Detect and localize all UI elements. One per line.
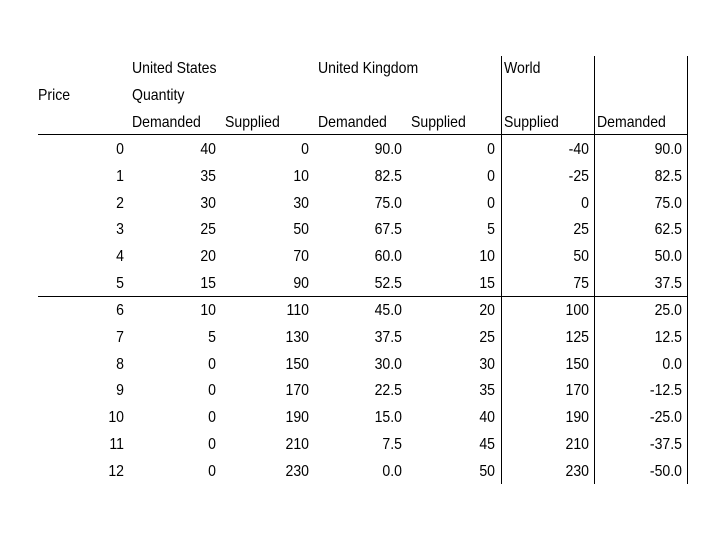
- world-demanded-cell: 12.5: [654, 328, 682, 346]
- world-demanded-cell: 82.5: [654, 167, 682, 185]
- uk-supplied-cell: 5: [487, 221, 495, 239]
- price-cell: 9: [116, 382, 124, 400]
- us-supplied-cell: 170: [285, 382, 309, 400]
- us-supplied-cell: 230: [285, 462, 309, 480]
- us-demanded-cell: 0: [208, 462, 216, 480]
- uk-demanded-cell: 30.0: [374, 355, 402, 373]
- world-demanded-cell: -50.0: [649, 462, 682, 480]
- world-demanded-cell: 90.0: [654, 141, 682, 158]
- uk-supplied-cell: 20: [479, 301, 495, 319]
- uk-demanded-cell: 67.5: [374, 221, 402, 239]
- us-supplied-cell: 10: [293, 167, 309, 185]
- price-cell: 8: [116, 355, 124, 373]
- world-demanded-cell: 62.5: [654, 221, 682, 239]
- price-cell: 3: [116, 221, 124, 239]
- world-supplied-cell: 125: [565, 328, 589, 346]
- us-header: United States: [132, 60, 217, 77]
- uk-demanded-cell: 7.5: [382, 436, 402, 454]
- world-supplied-cell: 0: [581, 194, 589, 212]
- price-cell: 5: [116, 275, 124, 293]
- price-cell: 1: [116, 167, 124, 185]
- us-supplied-cell: 210: [285, 436, 309, 454]
- us-demanded-cell: 35: [200, 167, 216, 185]
- uk-demanded-cell: 45.0: [374, 301, 402, 319]
- uk-supplied-cell: 45: [479, 436, 495, 454]
- us-demanded-cell: 15: [200, 275, 216, 293]
- uk-demanded-cell: 90.0: [374, 141, 402, 158]
- world-supplied-cell: -40: [568, 141, 589, 158]
- price-cell: 2: [116, 194, 124, 212]
- world-demanded-divider: [594, 56, 595, 484]
- uk-demanded-cell: 60.0: [374, 248, 402, 266]
- us-demanded-cell: 10: [200, 301, 216, 319]
- world-supplied-cell: -25: [568, 167, 589, 185]
- us-supplied-cell: 150: [285, 355, 309, 373]
- uk-demanded-cell: 75.0: [374, 194, 402, 212]
- uk-supplied-cell: 25: [479, 328, 495, 346]
- us-supplied-cell: 90: [293, 275, 309, 293]
- uk-supplied-cell: 0: [487, 141, 495, 158]
- uk-supplied-cell: 30: [479, 355, 495, 373]
- world-demanded-cell: -25.0: [649, 409, 682, 427]
- world-demanded-cell: 37.5: [654, 275, 682, 293]
- price-cell: 11: [109, 436, 124, 454]
- uk-demanded-cell: 37.5: [374, 328, 402, 346]
- uk-supplied-cell: 10: [479, 248, 495, 266]
- uk-supplied-cell: 50: [479, 462, 495, 480]
- us-supplied-cell: 190: [285, 409, 309, 427]
- world-demanded-cell: 25.0: [654, 301, 682, 319]
- uk-demanded-cell: 52.5: [374, 275, 402, 293]
- world-demanded-cell: 50.0: [654, 248, 682, 266]
- world-header: World: [504, 60, 541, 77]
- uk-supplied-cell: 0: [487, 167, 495, 185]
- us-demanded-cell: 30: [200, 194, 216, 212]
- us-demanded-cell: 20: [200, 248, 216, 266]
- header-divider: [38, 134, 688, 135]
- us-demanded-cell: 5: [208, 328, 216, 346]
- world-supplied-header: Supplied: [504, 114, 559, 131]
- world-supplied-cell: 50: [573, 248, 589, 266]
- us-supplied-cell: 130: [285, 328, 309, 346]
- us-supplied-cell: 30: [293, 194, 309, 212]
- world-supplied-cell: 150: [565, 355, 589, 373]
- uk-supplied-cell: 0: [487, 194, 495, 212]
- world-supplied-cell: 75: [573, 275, 589, 293]
- uk-demanded-cell: 22.5: [374, 382, 402, 400]
- world-demanded-cell: -12.5: [649, 382, 682, 400]
- uk-supplied-cell: 35: [479, 382, 495, 400]
- world-supplied-cell: 230: [565, 462, 589, 480]
- us-supplied-cell: 50: [293, 221, 309, 239]
- world-supplied-cell: 210: [565, 436, 589, 454]
- price-cell: 12: [108, 462, 124, 480]
- world-supplied-cell: 100: [565, 301, 589, 319]
- price-cell: 10: [108, 409, 124, 427]
- uk-demanded-header: Demanded: [318, 114, 387, 131]
- us-demanded-cell: 0: [208, 355, 216, 373]
- uk-supplied-header: Supplied: [411, 114, 466, 131]
- price-cell: 4: [116, 248, 124, 266]
- uk-demanded-cell: 82.5: [374, 167, 402, 185]
- price-cell: 7: [116, 328, 124, 346]
- table-right-border: [687, 56, 688, 484]
- world-demanded-cell: 0.0: [662, 355, 682, 373]
- us-demanded-cell: 40: [200, 141, 216, 158]
- us-demanded-cell: 0: [208, 382, 216, 400]
- uk-header: United Kingdom: [318, 60, 419, 77]
- world-supplied-cell: 25: [573, 221, 589, 239]
- uk-demanded-cell: 15.0: [374, 409, 402, 427]
- price-cell: 0: [116, 141, 124, 158]
- us-supplied-cell: 110: [286, 301, 309, 319]
- uk-supplied-cell: 40: [479, 409, 495, 427]
- uk-demanded-cell: 0.0: [382, 462, 402, 480]
- us-supplied-header: Supplied: [225, 114, 280, 131]
- world-demanded-header: Demanded: [597, 114, 666, 131]
- equilibrium-divider: [38, 296, 688, 297]
- uk-supplied-cell: 15: [479, 275, 495, 293]
- world-demanded-cell: -37.5: [649, 436, 682, 454]
- us-demanded-cell: 25: [200, 221, 216, 239]
- us-supplied-cell: 70: [293, 248, 309, 266]
- world-column-divider: [501, 56, 502, 484]
- us-demanded-header: Demanded: [132, 114, 201, 131]
- price-header: Price: [38, 87, 71, 104]
- world-supplied-cell: 170: [565, 382, 589, 400]
- us-demanded-cell: 0: [208, 436, 216, 454]
- world-demanded-cell: 75.0: [654, 194, 682, 212]
- quantity-header: Quantity: [132, 87, 185, 104]
- us-demanded-cell: 0: [208, 409, 216, 427]
- us-supplied-cell: 0: [301, 141, 309, 158]
- price-cell: 6: [116, 301, 124, 319]
- world-supplied-cell: 190: [565, 409, 589, 427]
